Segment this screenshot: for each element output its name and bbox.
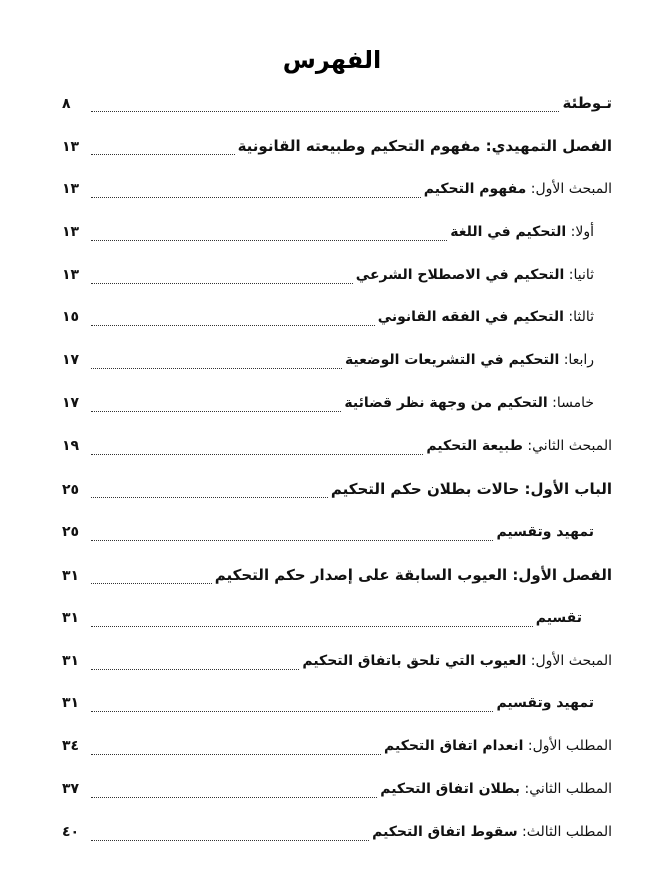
dot-leader xyxy=(91,626,533,627)
dot-leader xyxy=(91,497,328,498)
toc-page-number: ٣١ xyxy=(62,695,80,712)
dot-leader xyxy=(91,454,423,455)
toc-entry-title xyxy=(215,554,612,597)
toc-entry xyxy=(62,125,612,168)
toc-entry xyxy=(62,425,612,468)
toc-entry-title xyxy=(450,211,594,254)
dot-leader xyxy=(91,411,341,412)
toc-entry xyxy=(62,768,612,811)
toc-entry xyxy=(62,468,612,511)
dot-leader xyxy=(91,240,447,241)
toc-page-number: ٤٠ xyxy=(62,824,80,841)
toc-page-number: ٣١ xyxy=(62,567,80,584)
toc-entry xyxy=(62,725,612,768)
toc-entry xyxy=(62,640,612,683)
toc-entry xyxy=(62,254,612,297)
dot-leader xyxy=(91,154,235,155)
dot-leader xyxy=(91,368,342,369)
toc-entry-title xyxy=(331,468,612,511)
dot-leader xyxy=(91,669,299,670)
toc-page-number: ٢٥ xyxy=(62,482,80,499)
toc-entry-title xyxy=(356,254,594,297)
toc-page-number: ١٣ xyxy=(62,180,80,197)
dot-leader xyxy=(91,540,493,541)
toc-entry-text: مفهوم التحكيم وطبيعته القانونية xyxy=(237,136,481,155)
toc-entry-text: حالات بطلان حكم التحكيم xyxy=(330,480,520,499)
toc-entry xyxy=(62,554,612,597)
toc-page-number: ٣٧ xyxy=(62,781,80,798)
toc-entry-title xyxy=(384,725,612,768)
toc-entry xyxy=(62,296,612,339)
toc-entry-head: الباب الأول: xyxy=(519,480,612,499)
toc-entry-text: التحكيم من وجهة نظر قضائية xyxy=(344,395,548,412)
toc-entry xyxy=(62,211,612,254)
toc-entry-title xyxy=(496,511,594,554)
toc-entry xyxy=(62,168,612,211)
toc-page-number: ١٣ xyxy=(62,138,80,155)
toc-entry-text: العيوب التي تلحق باتفاق التحكيم xyxy=(302,652,527,669)
toc-entry-head: رابعا: xyxy=(559,352,594,369)
toc-page-number: ٢٥ xyxy=(62,523,80,540)
dot-leader xyxy=(91,583,212,584)
toc-entry xyxy=(62,682,612,725)
toc-entry xyxy=(62,339,612,382)
toc-page-number: ٣١ xyxy=(62,652,80,669)
toc-entry-title xyxy=(380,768,612,811)
toc-entry-title xyxy=(562,82,612,125)
toc-entry-head: المطلب الأول: xyxy=(523,738,612,755)
toc-entry-head: الفصل الأول: xyxy=(507,565,612,584)
toc-entry-head: المطلب الثالث: xyxy=(517,824,612,841)
toc-entry xyxy=(62,82,612,125)
toc-entry-head: تـوطئة xyxy=(562,94,612,112)
toc-entry-head: ثالثا: xyxy=(563,309,594,326)
toc-entry-title xyxy=(372,811,612,854)
toc-entry-head: المبحث الأول: xyxy=(526,652,612,669)
toc-entry-title xyxy=(378,296,594,339)
toc-entry-text: بطلان اتفاق التحكيم xyxy=(380,781,521,798)
toc-entry xyxy=(62,597,612,640)
dot-leader xyxy=(91,197,421,198)
toc-entry-head: المبحث الثاني: xyxy=(522,438,612,455)
toc-entry xyxy=(62,382,612,425)
toc-entry xyxy=(62,511,612,554)
toc-page-number: ٨ xyxy=(62,96,71,112)
page-title: الفهرس xyxy=(282,46,382,74)
toc-page-number: ١٣ xyxy=(62,223,80,240)
toc-entry-text: سقوط اتفاق التحكيم xyxy=(372,824,518,841)
toc-entry-head: الفصل التمهيدي: xyxy=(480,136,612,155)
toc-page-number: ٣١ xyxy=(62,609,80,626)
toc-entry-text: تمهيد وتقسيم xyxy=(496,523,594,540)
toc-entry-text: طبيعة التحكيم xyxy=(426,438,523,455)
toc-entry-text: التحكيم في الفقه القانوني xyxy=(377,309,564,326)
toc-page-number: ١٣ xyxy=(62,266,80,283)
toc-entry-title xyxy=(344,382,594,425)
dot-leader xyxy=(91,711,493,712)
toc-entry-title xyxy=(345,339,594,382)
toc-entry-text: التحكيم في الاصطلاح الشرعي xyxy=(355,266,565,283)
toc-entry-title xyxy=(424,168,612,211)
dot-leader xyxy=(91,111,559,112)
toc-entry-text: تمهيد وتقسيم xyxy=(496,695,594,712)
toc-entry-title xyxy=(238,125,612,168)
toc-entry-text: التحكيم في التشريعات الوضعية xyxy=(344,352,560,369)
dot-leader xyxy=(91,797,377,798)
toc-entry-title xyxy=(426,425,612,468)
toc-entry xyxy=(62,811,612,854)
dot-leader xyxy=(91,283,353,284)
toc-page-number: ١٧ xyxy=(62,395,80,412)
toc-entry-head: ثانيا: xyxy=(564,266,594,283)
dot-leader xyxy=(91,840,369,841)
toc-page-number: ١٩ xyxy=(62,438,80,455)
dot-leader xyxy=(91,325,375,326)
toc-entry-text: مفهوم التحكيم xyxy=(423,180,527,197)
toc-entry-head: المبحث الأول: xyxy=(526,180,612,197)
toc-page-number: ٣٤ xyxy=(62,738,80,755)
toc-entry-title xyxy=(496,682,594,725)
toc-entry-head: أولا: xyxy=(566,223,594,240)
toc-entry-title xyxy=(536,597,582,640)
toc-entry-text: التحكيم في اللغة xyxy=(450,223,567,240)
toc-entry-text: انعدام اتفاق التحكيم xyxy=(384,738,524,755)
toc-entry-text: العيوب السابقة على إصدار حكم التحكيم xyxy=(214,565,508,584)
toc-entry-head: المطلب الثاني: xyxy=(520,781,612,798)
table-of-contents xyxy=(62,82,612,854)
toc-page-number: ١٥ xyxy=(62,309,80,326)
toc-entry-title xyxy=(302,640,612,683)
toc-entry-text: تقسيم xyxy=(535,609,582,626)
toc-entry-head: خامسا: xyxy=(547,395,594,412)
dot-leader xyxy=(91,754,381,755)
toc-page-number: ١٧ xyxy=(62,352,80,369)
